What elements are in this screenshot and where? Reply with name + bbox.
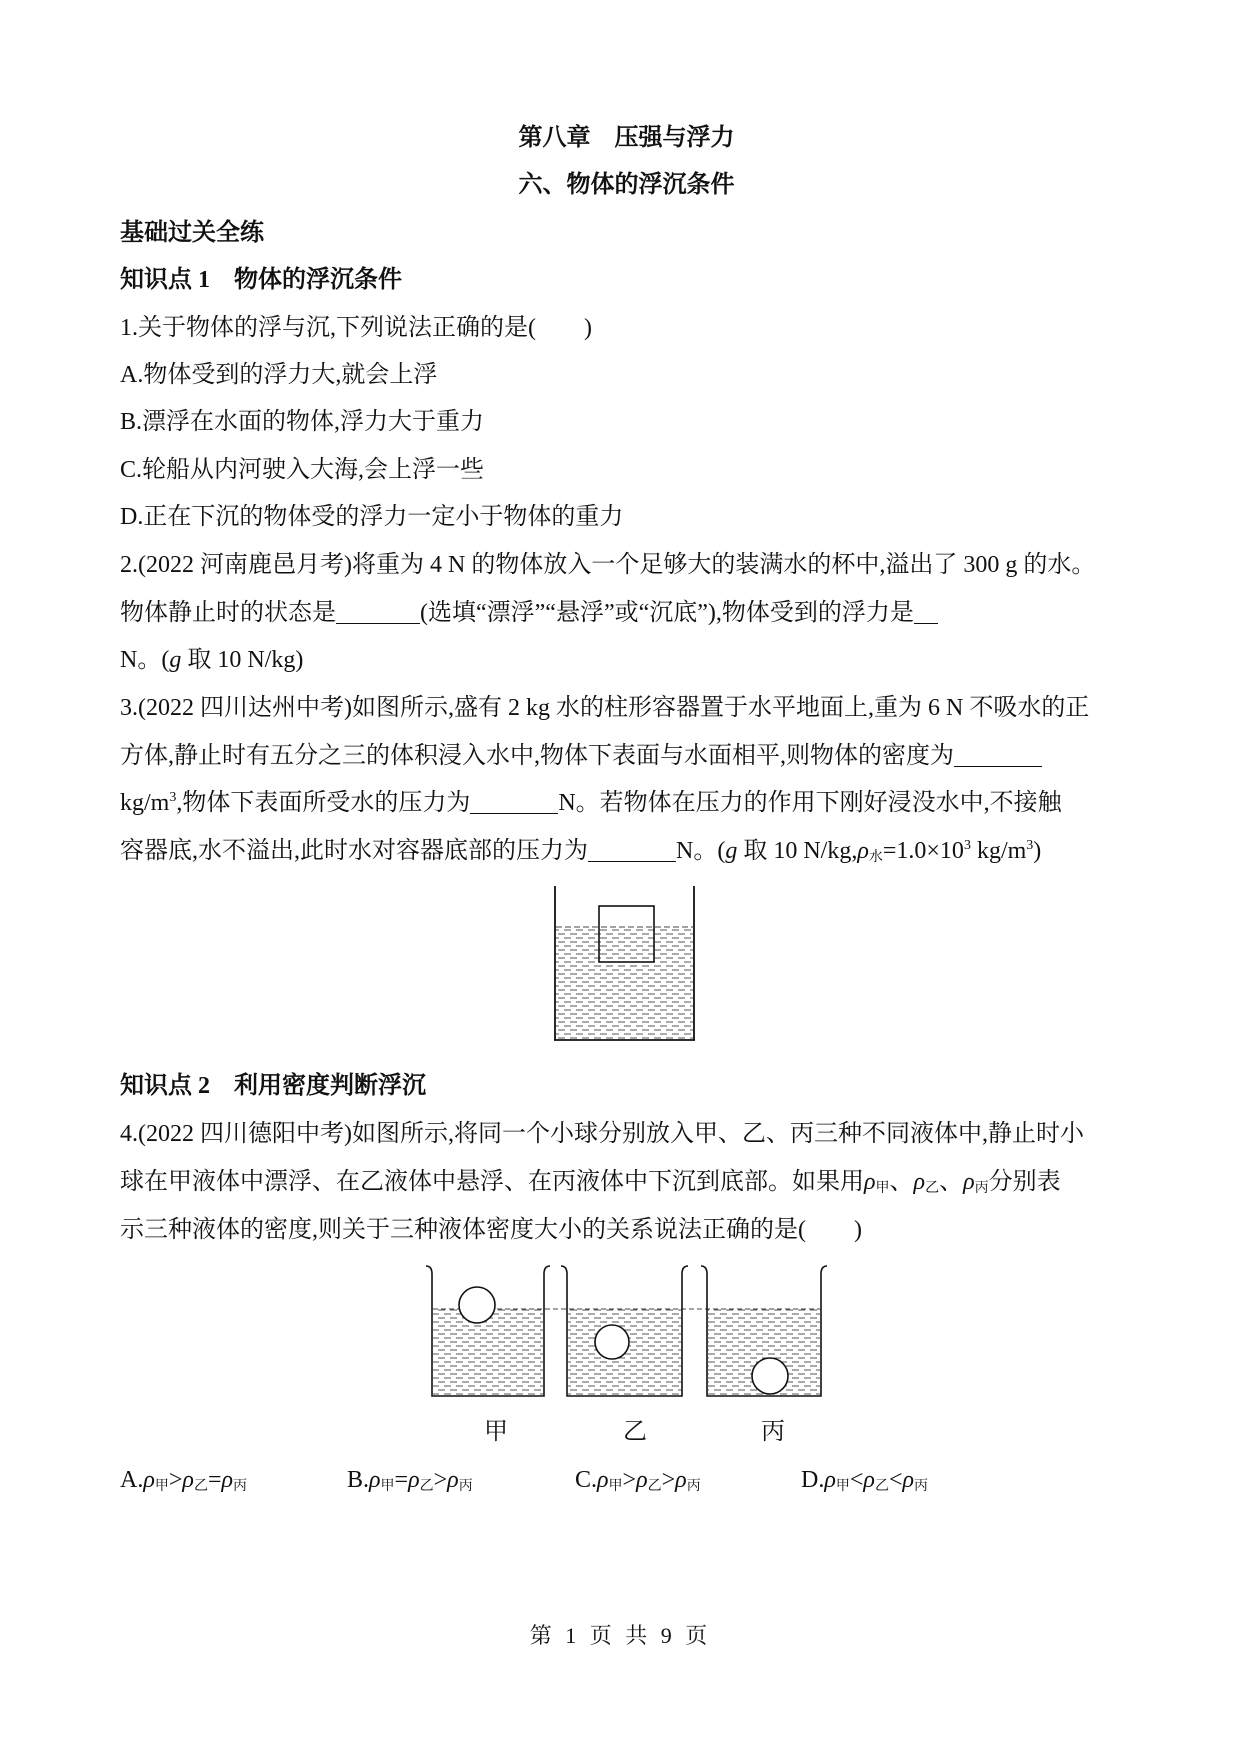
density-subscript: 乙 <box>193 1479 208 1494</box>
knowledge-point-title: 物体的浮沉条件 <box>234 267 402 293</box>
density-symbol: ρ <box>864 1169 876 1195</box>
q1-option-c: C.轮船从内河驶入大海,会上浮一些 <box>120 457 485 483</box>
density-subscript: 丙 <box>686 1479 701 1494</box>
density-subscript: 甲 <box>835 1479 850 1494</box>
answer-blank <box>470 791 558 814</box>
q4-option-b <box>347 1465 473 1495</box>
density-symbol: ρ <box>902 1467 915 1493</box>
q1-option-d: D.正在下沉的物体受的浮力一定小于物体的重力 <box>120 504 624 530</box>
option-letter: C. <box>575 1467 598 1493</box>
q2-text: 取 10 N/kg) <box>181 647 304 673</box>
q2-line-1: 2.(2022 河南鹿邑月考)将重为 4 N 的物体放入一个足够大的装满水的杯中,溢出了 300 g 的水。 <box>120 552 1096 578</box>
figure-label-jia: 甲 <box>484 1419 508 1445</box>
q4-option-c <box>575 1465 701 1495</box>
relation-operator: = <box>394 1467 409 1493</box>
q3-line-3 <box>120 788 1062 818</box>
option-letter: D. <box>801 1467 825 1493</box>
q2-text: (选填“漂浮”“悬浮”或“沉底”),物体受到的浮力是 <box>420 600 914 626</box>
relation-operator: > <box>433 1467 448 1493</box>
density-subscript: 甲 <box>608 1479 623 1494</box>
figure-label-yi: 乙 <box>623 1419 647 1445</box>
exponent: 3 <box>1026 838 1034 853</box>
chapter-title: 第八章 压强与浮力 <box>518 125 735 151</box>
density-subscript: 丙 <box>974 1181 989 1196</box>
q3-figure-container <box>545 880 705 1050</box>
option-letter: A. <box>120 1467 144 1493</box>
water <box>556 927 693 1039</box>
density-symbol: ρ <box>636 1467 648 1493</box>
q4-line-1: 4.(2022 四川德阳中考)如图所示,将同一个小球分别放入甲、乙、丙三种不同液体中,静止时小 <box>120 1121 1084 1147</box>
q3-line-1: 3.(2022 四川达州中考)如图所示,盛有 2 kg 水的柱形容器置于水平地面上,重为 6 N 不吸水的正 <box>120 695 1090 721</box>
density-subscript: 乙 <box>925 1181 940 1196</box>
relation-operator: > <box>661 1467 676 1493</box>
q2-line-3 <box>120 645 303 675</box>
q4-figure-beakers <box>420 1258 830 1403</box>
density-subscript: 丙 <box>458 1479 473 1494</box>
density-subscript: 水 <box>868 850 883 865</box>
density-subscript: 甲 <box>380 1479 395 1494</box>
q4-option-d <box>801 1465 928 1495</box>
q3-line-4 <box>120 836 1041 866</box>
q4-line-2 <box>120 1167 1061 1197</box>
separator: 、 <box>939 1169 964 1195</box>
relation-operator: < <box>849 1467 864 1493</box>
relation-operator: < <box>888 1467 903 1493</box>
density-subscript: 乙 <box>647 1479 662 1494</box>
q4-text: 分别表 <box>988 1169 1061 1195</box>
density-symbol: ρ <box>408 1467 420 1493</box>
q3-text: N。( <box>676 838 726 864</box>
q2-text: 物体静止时的状态是 <box>120 600 336 626</box>
q3-unit: kg/m <box>120 790 170 816</box>
q3-text: ) <box>1033 838 1042 864</box>
q1-option-a: A.物体受到的浮力大,就会上浮 <box>120 362 438 388</box>
density-symbol: ρ <box>182 1467 194 1493</box>
ball-floating <box>459 1287 495 1323</box>
density-subscript: 甲 <box>875 1181 890 1196</box>
knowledge-point-label: 知识点 1 <box>120 267 210 293</box>
figure-label-bing: 丙 <box>761 1419 785 1445</box>
q3-text: =1.0×10 <box>882 838 964 864</box>
ball-sunk <box>752 1358 788 1394</box>
q3-text: kg/m <box>970 838 1027 864</box>
q4-line-3: 示三种液体的密度,则关于三种液体密度大小的关系说法正确的是( ) <box>120 1217 862 1243</box>
q4-option-a <box>120 1465 247 1495</box>
q1-option-b: B.漂浮在水面的物体,浮力大于重力 <box>120 409 485 435</box>
answer-blank <box>954 744 1042 767</box>
knowledge-point-1-heading <box>120 265 402 295</box>
density-symbol: ρ <box>221 1467 234 1493</box>
density-subscript: 甲 <box>154 1479 169 1494</box>
density-symbol: ρ <box>824 1467 836 1493</box>
q3-text: N。若物体在压力的作用下刚好浸没水中,不接触 <box>558 790 1062 816</box>
knowledge-point-2-heading <box>120 1071 426 1101</box>
page-number-footer: 第 1 页 共 9 页 <box>529 1623 712 1648</box>
q3-text: ,物体下表面所受水的压力为 <box>176 790 471 816</box>
density-symbol: ρ <box>963 1169 975 1195</box>
practice-heading: 基础过关全练 <box>120 220 264 246</box>
exponent: 3 <box>169 790 177 805</box>
density-subscript: 乙 <box>874 1479 889 1494</box>
answer-blank <box>914 601 938 624</box>
relation-operator: > <box>168 1467 183 1493</box>
section-title: 六、物体的浮沉条件 <box>518 172 735 198</box>
density-symbol: ρ <box>369 1467 381 1493</box>
q3-text: 取 10 N/kg, <box>737 838 858 864</box>
density-symbol: ρ <box>143 1467 155 1493</box>
answer-blank <box>588 839 676 862</box>
relation-operator: > <box>622 1467 637 1493</box>
q1-stem: 1.关于物体的浮与沉,下列说法正确的是( ) <box>120 315 592 341</box>
density-symbol: ρ <box>597 1467 609 1493</box>
density-symbol: ρ <box>675 1467 687 1493</box>
q2-text: N。( <box>120 647 170 673</box>
density-symbol: ρ <box>863 1467 875 1493</box>
q4-text: 球在甲液体中漂浮、在乙液体中悬浮、在丙液体中下沉到底部。如果用 <box>120 1169 864 1195</box>
knowledge-point-title: 利用密度判断浮沉 <box>234 1073 426 1099</box>
ball-suspended <box>595 1325 629 1359</box>
q3-line-2 <box>120 741 1042 771</box>
knowledge-point-label: 知识点 2 <box>120 1073 210 1099</box>
gravity-symbol: g <box>169 647 182 673</box>
density-symbol: ρ <box>913 1169 926 1195</box>
separator: 、 <box>889 1169 914 1195</box>
density-symbol: ρ <box>447 1467 459 1493</box>
exponent: 3 <box>963 838 971 853</box>
answer-blank <box>336 601 420 624</box>
q2-line-2 <box>120 598 938 628</box>
gravity-symbol: g <box>725 838 738 864</box>
density-subscript: 丙 <box>914 1479 929 1494</box>
density-subscript: 丙 <box>233 1479 248 1494</box>
q3-text: 容器底,水不溢出,此时水对容器底部的压力为 <box>120 838 588 864</box>
liquid-jia <box>433 1309 543 1395</box>
density-subscript: 乙 <box>419 1479 434 1494</box>
option-letter: B. <box>347 1467 370 1493</box>
relation-operator: = <box>207 1467 222 1493</box>
density-symbol: ρ <box>857 838 869 864</box>
q3-text: 方体,静止时有五分之三的体积浸入水中,物体下表面与水面相平,则物体的密度为 <box>120 743 954 769</box>
